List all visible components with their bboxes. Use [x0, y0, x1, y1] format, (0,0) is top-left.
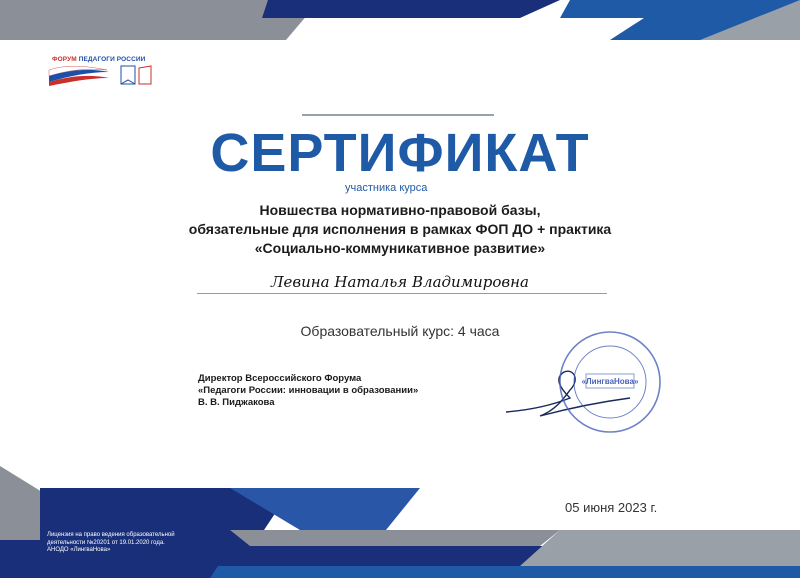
logo-text-forum: ФОРУМ: [52, 56, 77, 63]
band-bottom-gray-mid: [230, 530, 560, 546]
director-line-2: «Педагоги России: инновации в образовании»: [198, 385, 419, 396]
course-line-2: обязательные для исполнения в рамках ФОП ДО + практика: [188, 221, 612, 237]
name-underline: [197, 293, 607, 294]
license-info: [47, 532, 175, 555]
certificate-subtitle: участника курса: [345, 182, 428, 194]
title-divider: [302, 114, 494, 116]
certificate-title: СЕРТИФИКАТ: [210, 123, 590, 183]
course-hours: Образовательный курс: 4 часа: [300, 323, 500, 339]
director-block: [198, 373, 418, 409]
stamp-label: «ЛингваНова»: [581, 377, 639, 386]
license-line-1: Лицензия на право ведения образовательной: [47, 532, 175, 538]
license-line-2: деятельности №20201 от 19.01.2020 года.: [47, 539, 165, 546]
band-bottom-gray-right: [520, 530, 800, 566]
band-bottom-blue-right: [210, 566, 800, 578]
director-line-1: Директор Всероссийского Форума: [198, 373, 362, 384]
course-line-3: «Социально-коммуникативное развитие»: [254, 240, 546, 256]
logo-text-pedagogi: ПЕДАГОГИ РОССИИ: [78, 56, 146, 63]
band-bottom-navy-right: [226, 546, 560, 566]
course-title: [0, 201, 800, 258]
course-line-1: Новшества нормативно-правовой базы,: [259, 202, 541, 218]
signature-stamp: [500, 328, 670, 438]
director-line-3: В. В. Пиджакова: [198, 397, 275, 408]
recipient-name: Левина Наталья Владимировна: [271, 273, 529, 291]
license-line-3: АНОДО «ЛингваНова»: [47, 547, 111, 553]
band-top-navy: [262, 0, 560, 18]
logo-text: [52, 56, 145, 63]
issue-date: 05 июня 2023 г.: [565, 500, 658, 515]
